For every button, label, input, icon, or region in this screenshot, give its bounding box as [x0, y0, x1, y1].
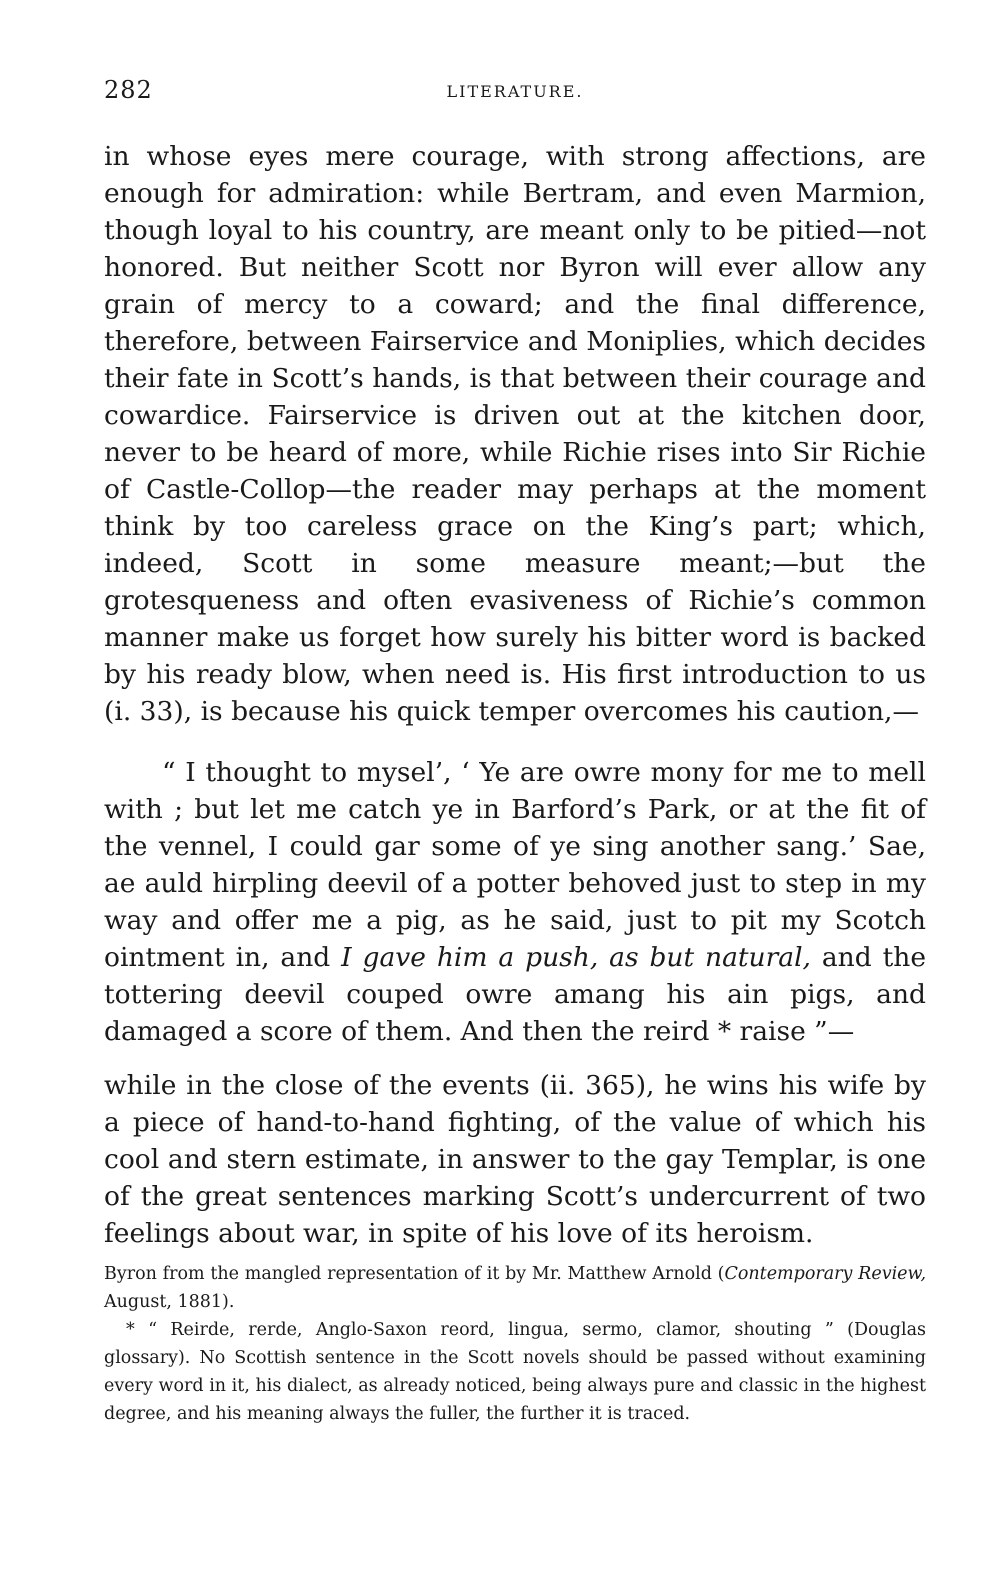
page-number: 282	[104, 76, 153, 104]
footnote-1-text-end: August, 1881).	[104, 1292, 235, 1312]
page-header	[104, 70, 926, 110]
quote-italic-text: I gave him a push, as but natural,	[341, 942, 811, 973]
footnote-1-italic: Contemporary Review,	[724, 1264, 927, 1284]
running-head: LITERATURE.	[446, 82, 584, 101]
footnote-1-text-start: Byron from the mangled representation of it by Mr. Matthew Arnold (	[104, 1264, 725, 1284]
footnotes	[104, 1260, 926, 1428]
footnote-reird: * “ Reirde, rerde, Anglo-Saxon reord, lingua, sermo, clamor, shouting ” (Douglas glossary). No Scottish sentence in the Scott novels should be passed without examining every word in it, his dialect, as already noticed, being always pure and classic in the highest degree, and his meaning always the fuller, the further it is traced.	[104, 1320, 926, 1424]
book-page	[104, 70, 926, 1428]
block-quote	[104, 754, 926, 1050]
footnote-continued	[104, 1260, 926, 1316]
quote-text-start: “ I thought to mysel’, ‘ Ye are owre mony for me to mell with ; but let me catch ye in Barford’s Park, or at the fit of the vennel, I could gar some of ye sing another sang.’ Sae, ae auld hirpling deevil of a potter behoved just to step in my way and offer me a pig, as he said, just to pit my Scotch ointment in, and	[104, 757, 926, 973]
paragraph-continuation: while in the close of the events (ii. 365), he wins his wife by a piece of hand-to-hand fighting, of the value of which his cool and stern estimate, in answer to the gay Templar, is one of the great sentences marking Scott’s undercurrent of two feelings about war, in spite of his love of its heroism.	[104, 1070, 926, 1249]
quote-text-end: and the tottering deevil couped owre amang his ain pigs, and damaged a score of them. And then the reird * raise ”—	[104, 942, 926, 1047]
paragraph-main: in whose eyes mere courage, with strong affections, are enough for admiration: while Bertram, and even Marmion, though loyal to his country, are meant only to be pitied—not honored. But neither Scott nor Byron will ever allow any grain of mercy to a coward; and the final difference, therefore, between Fairservice and Moniplies, which decides their fate in Scott’s hands, is that between their courage and cowardice. Fairservice is driven out at the kitchen door, never to be heard of more, while Richie rises into Sir Richie of Castle-Collop—the reader may perhaps at the moment think by too careless grace on the King’s part; which, indeed, Scott in some measure meant;—but the grotesqueness and often evasiveness of Richie’s common manner make us forget how surely his bitter word is backed by his ready blow, when need is. His first introduction to us (i. 33), is because his quick temper overcomes his caution,—	[104, 141, 926, 727]
